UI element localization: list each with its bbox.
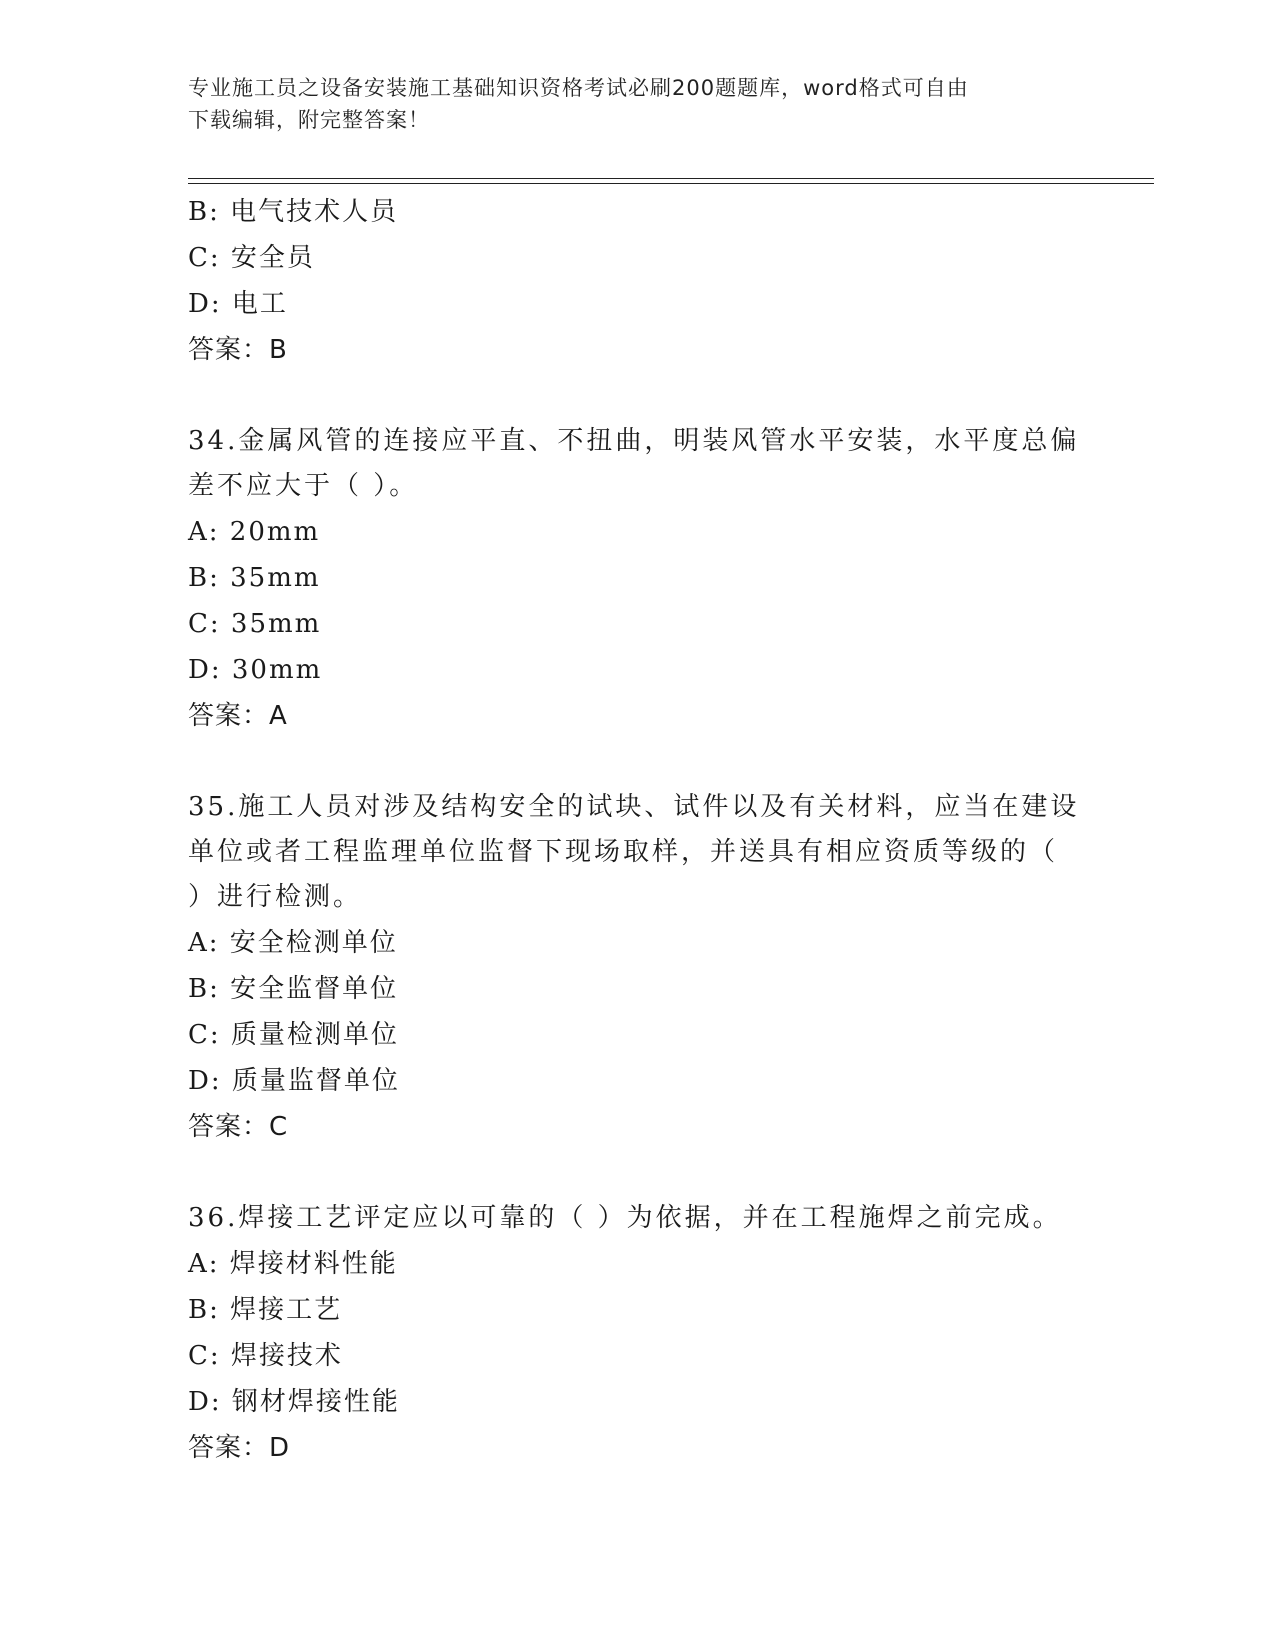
question-list (188, 189, 1088, 1471)
option-d: D: 30mm (188, 655, 323, 685)
option-c: C: 35mm (188, 609, 322, 639)
question-block-34 (188, 419, 1088, 739)
question-block-36 (188, 1196, 1088, 1471)
question-block-prev (188, 189, 1088, 373)
question-gap (188, 373, 1088, 419)
answer-line: 答案：C (188, 1112, 289, 1142)
option-b: B: 35mm (188, 563, 321, 593)
question-stem-line: 35.施工人员对涉及结构安全的试块、试件以及有关材料，应当在建设 (188, 792, 1080, 822)
answer-line: 答案：B (188, 335, 288, 365)
answer-line: 答案：D (188, 1433, 291, 1463)
question-stem-line: ）进行检测。 (188, 882, 363, 912)
option-c: C: 安全员 (188, 243, 315, 273)
option-d: D: 电工 (188, 289, 288, 319)
option-b: B: 焊接工艺 (188, 1295, 343, 1325)
answer-line: 答案：A (188, 701, 288, 731)
option-c: C: 质量检测单位 (188, 1020, 399, 1050)
header-rule-top (188, 178, 1154, 179)
option-a: A: 安全检测单位 (188, 928, 398, 958)
question-stem-line: 36.焊接工艺评定应以可靠的（ ）为依据，并在工程施焊之前完成。 (188, 1203, 1062, 1233)
question-block-35 (188, 785, 1088, 1150)
option-b: B: 安全监督单位 (188, 974, 399, 1004)
header-line-2: 下载编辑，附完整答案！ (188, 108, 430, 132)
question-stem-line: 34.金属风管的连接应平直、不扭曲，明装风管水平安装，水平度总偏 (188, 426, 1080, 456)
header-line-1: 专业施工员之设备安装施工基础知识资格考试必刷200题题库，word格式可自由 (188, 76, 969, 100)
option-a: A: 焊接材料性能 (188, 1249, 398, 1279)
question-gap (188, 1150, 1088, 1196)
option-a: A: 20mm (188, 517, 321, 547)
option-b: B: 电气技术人员 (188, 197, 399, 227)
question-gap (188, 739, 1088, 785)
option-c: C: 焊接技术 (188, 1341, 343, 1371)
document-header (188, 72, 1088, 136)
option-d: D: 质量监督单位 (188, 1066, 400, 1096)
header-rule-bottom (188, 183, 1154, 184)
question-stem-line: 单位或者工程监理单位监督下现场取样，并送具有相应资质等级的（ (188, 837, 1059, 867)
question-stem-line: 差不应大于（ ）。 (188, 471, 419, 501)
option-d: D: 钢材焊接性能 (188, 1387, 400, 1417)
